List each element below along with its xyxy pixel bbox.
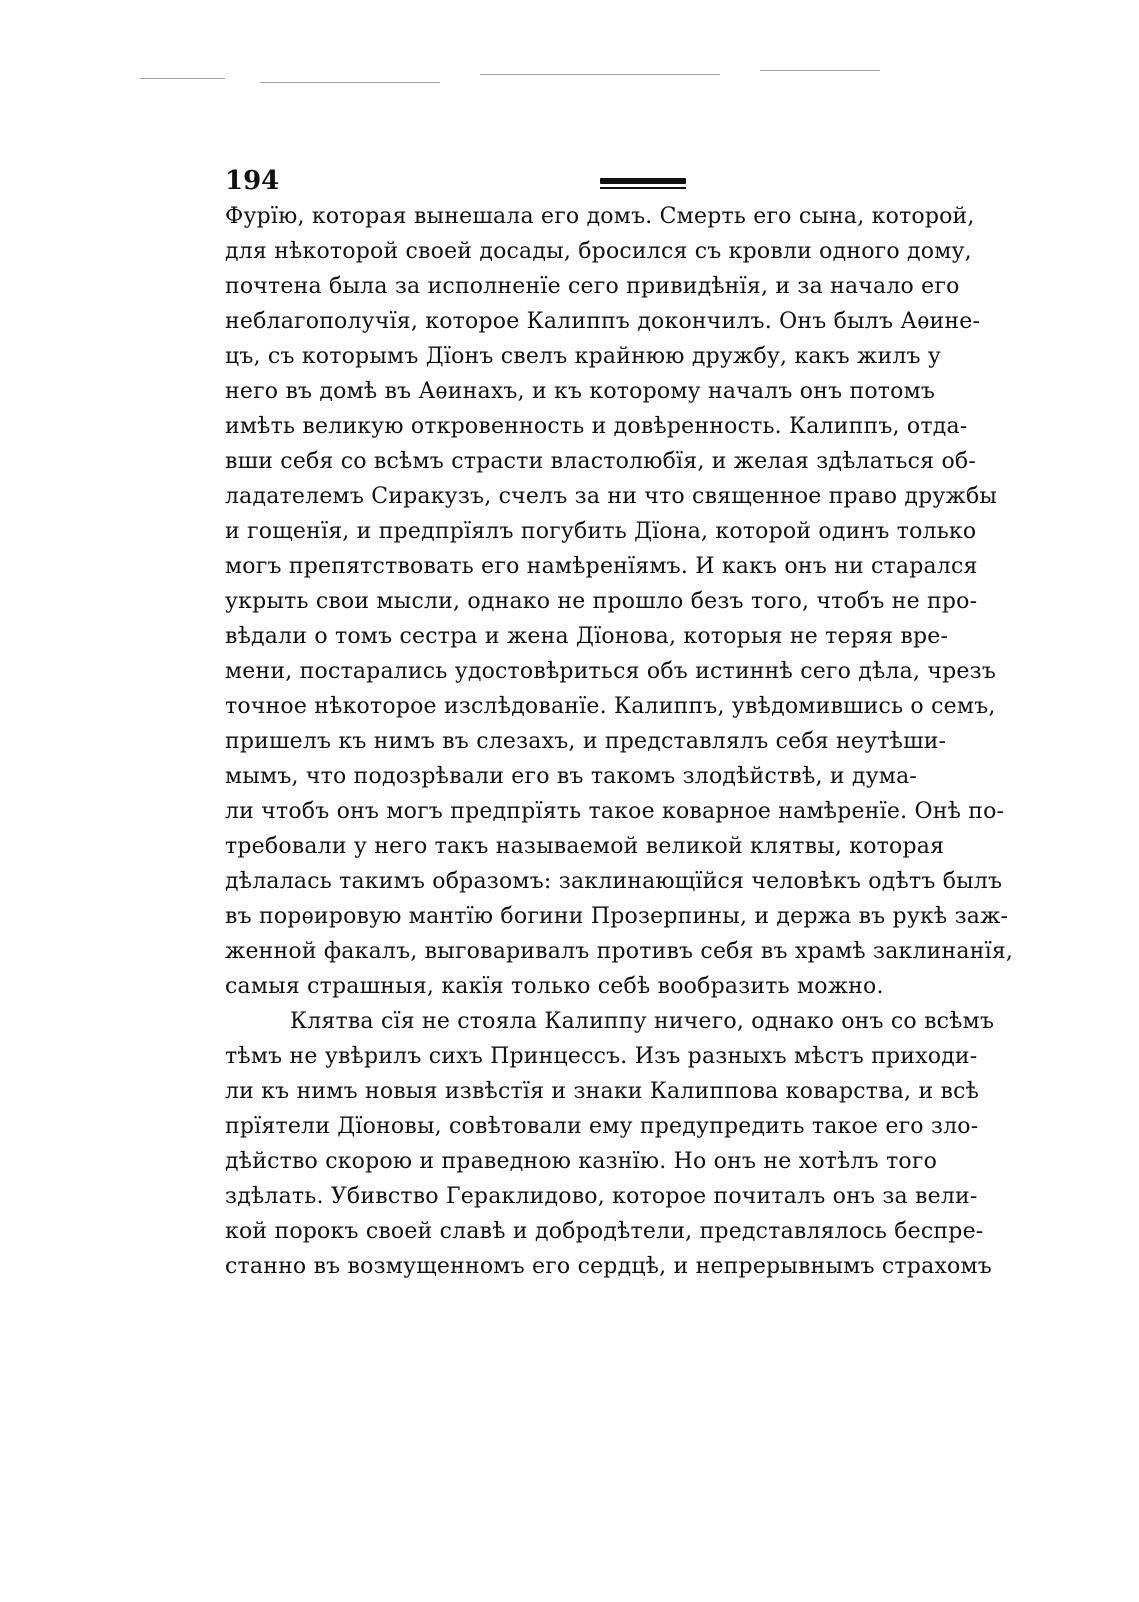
header-ornament-rule: [600, 178, 686, 184]
text-line: неблагополучїя, которое Калиппъ докончилъ. Онъ былъ Аѳине-: [225, 309, 981, 334]
page-number: 194: [225, 166, 280, 196]
scan-artifact: [140, 78, 225, 79]
text-line: имѣть великую откровенность и довѣренность. Калиппъ, отда-: [225, 414, 968, 439]
text-line: самыя страшныя, какїя только себѣ вообразить можно.: [225, 974, 884, 999]
text-line: вши себя со всѣмъ страсти властолюбїя, и желая здѣлаться об-: [225, 449, 976, 474]
text-line: для нѣкоторой своей досады, бросился съ кровли одного дому,: [225, 239, 972, 264]
text-line: пришелъ къ нимъ въ слезахъ, и представлялъ себя неутѣши-: [225, 729, 947, 754]
text-line: укрыть свои мысли, однако не прошло безъ того, чтобъ не про-: [225, 589, 978, 614]
text-line: Клятва сїя не стояла Калиппу ничего, однако онъ со всѣмъ: [290, 1009, 995, 1034]
text-line: точное нѣкоторое изслѣдованїе. Калиппъ, увѣдомившись о семъ,: [225, 694, 996, 719]
text-line: женной факалъ, выговаривалъ противъ себя въ храмѣ заклинанїя,: [225, 939, 1014, 964]
text-line: мымъ, что подозрѣвали его въ такомъ злодѣйствѣ, и дума-: [225, 764, 918, 789]
text-line: могъ препятствовать его намѣренїямъ. И какъ онъ ни старался: [225, 554, 978, 579]
text-line: дѣйство скорою и праведною казнїю. Но онъ не хотѣлъ того: [225, 1149, 938, 1174]
text-line: здѣлать. Убивство Гераклидово, которое почиталъ онъ за вели-: [225, 1184, 978, 1209]
text-line: вѣдали о томъ сестра и жена Дїонова, которыя не теряя вре-: [225, 624, 949, 649]
text-line: Фурїю, которая вынешала его домъ. Смерть его сына, которой,: [225, 204, 975, 229]
text-line: него въ домѣ въ Аѳинахъ, и къ которому началъ онъ потомъ: [225, 379, 936, 404]
paragraph-1: [225, 199, 1014, 1004]
paragraph-2: [225, 1004, 995, 1284]
scan-artifact: [760, 70, 880, 71]
scan-artifact: [260, 82, 440, 83]
text-line: почтена была за исполненїе сего привидѣнїя, и за начало его: [225, 274, 960, 299]
text-line: дѣлалась такимъ образомъ: заклинающїйся человѣкъ одѣтъ былъ: [225, 869, 1003, 894]
text-line: цъ, съ которымъ Дїонъ свелъ крайнюю дружбу, какъ жилъ у: [225, 344, 942, 369]
text-line: въ порѳировую мантїю богини Прозерпины, и держа въ рукѣ заж-: [225, 904, 1009, 929]
text-line: кой порокъ своей славѣ и добродѣтели, представлялось беспре-: [225, 1219, 984, 1244]
text-line: тѣмъ не увѣрилъ сихъ Принцессъ. Изъ разныхъ мѣстъ приходи-: [225, 1044, 978, 1069]
scan-artifact: [480, 74, 720, 75]
text-line: требовали у него такъ называемой великой клятвы, которая: [225, 834, 945, 859]
text-line: станно въ возмущенномъ его сердцѣ, и непрерывнымъ страхомъ: [225, 1254, 992, 1279]
text-line: мени, постарались удостовѣриться объ истиннѣ сего дѣла, чрезъ: [225, 659, 997, 684]
page-body: [225, 199, 1014, 1284]
text-line: ли чтобъ онъ могъ предпрїять такое коварное намѣренїе. Онѣ по-: [225, 799, 1005, 824]
text-line: ли къ нимъ новыя извѣстїя и знаки Калиппова коварства, и всѣ: [225, 1079, 980, 1104]
text-line: ладателемъ Сиракузъ, счелъ за ни что священное право дружбы: [225, 484, 998, 509]
page-header: [225, 166, 875, 202]
text-line: прїятели Дїоновы, совѣтовали ему предупредить такое его зло-: [225, 1114, 979, 1139]
text-line: и гощенїя, и предпрїялъ погубить Дїона, которой одинъ только: [225, 519, 977, 544]
